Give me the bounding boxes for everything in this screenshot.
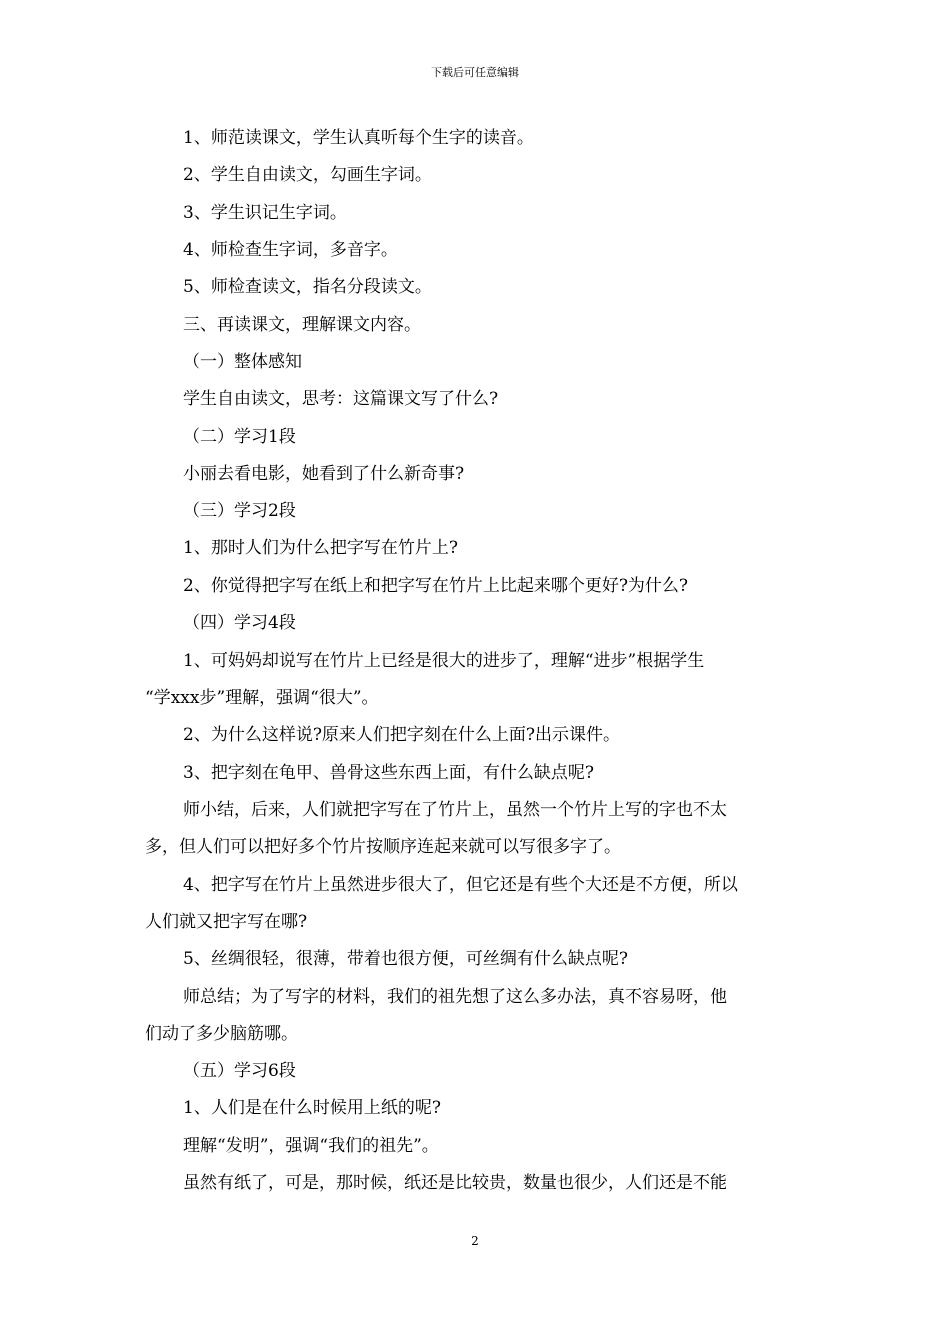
text-line: 1、那时人们为什么把字写在竹片上? [183, 538, 458, 558]
text-line: 3、把字刻在龟甲、兽骨这些东西上面，有什么缺点呢? [183, 763, 594, 783]
subsection-heading: （五）学习6段 [183, 1061, 296, 1081]
subsection-heading: （一）整体感知 [183, 352, 302, 372]
page-number: 2 [471, 1234, 479, 1248]
text-line: 2、为什么这样说?原来人们把字刻在什么上面?出示课件。 [183, 725, 621, 745]
text-line: 人们就又把字写在哪? [145, 912, 308, 932]
text-line: 5、师检查读文，指名分段读文。 [183, 277, 432, 297]
text-line: 理解“发明”，强调“我们的祖先”。 [183, 1136, 439, 1156]
text-line: “学xxx步”理解，强调“很大”。 [145, 688, 379, 708]
text-line: 虽然有纸了，可是，那时候，纸还是比较贵，数量也很少，人们还是不能 [183, 1173, 727, 1193]
subsection-heading: （二）学习1段 [183, 427, 296, 447]
text-line: 4、把字写在竹片上虽然进步很大了，但它还是有些个大还是不方便，所以 [183, 875, 738, 895]
text-line: 2、学生自由读文，勾画生字词。 [183, 165, 432, 185]
subsection-heading: （三）学习2段 [183, 501, 296, 521]
text-line: 师总结；为了写字的材料，我们的祖先想了这么多办法，真不容易呀，他 [183, 987, 727, 1007]
text-line: 1、可妈妈却说写在竹片上已经是很大的进步了，理解“进步”根据学生 [183, 651, 705, 671]
text-line: 1、人们是在什么时候用上纸的呢? [183, 1098, 441, 1118]
text-line: 学生自由读文，思考：这篇课文写了什么? [183, 389, 499, 409]
text-line: 们动了多少脑筋哪。 [145, 1024, 298, 1044]
text-line: 小丽去看电影，她看到了什么新奇事? [183, 464, 465, 484]
subsection-heading: （四）学习4段 [183, 613, 296, 633]
text-line: 多，但人们可以把好多个竹片按顺序连起来就可以写很多字了。 [145, 837, 621, 857]
text-line: 1、师范读课文，学生认真听每个生字的读音。 [183, 128, 534, 148]
text-line: 师小结，后来，人们就把字写在了竹片上，虽然一个竹片上写的字也不太 [183, 800, 727, 820]
page-header: 下载后可任意编辑 [431, 66, 519, 79]
section-heading: 三、再读课文，理解课文内容。 [183, 315, 421, 335]
text-line: 2、你觉得把字写在纸上和把字写在竹片上比起来哪个更好?为什么? [183, 576, 689, 596]
text-line: 4、师检查生字词，多音字。 [183, 240, 398, 260]
text-line: 5、丝绸很轻，很薄，带着也很方便，可丝绸有什么缺点呢? [183, 949, 628, 969]
text-line: 3、学生识记生字词。 [183, 203, 347, 223]
